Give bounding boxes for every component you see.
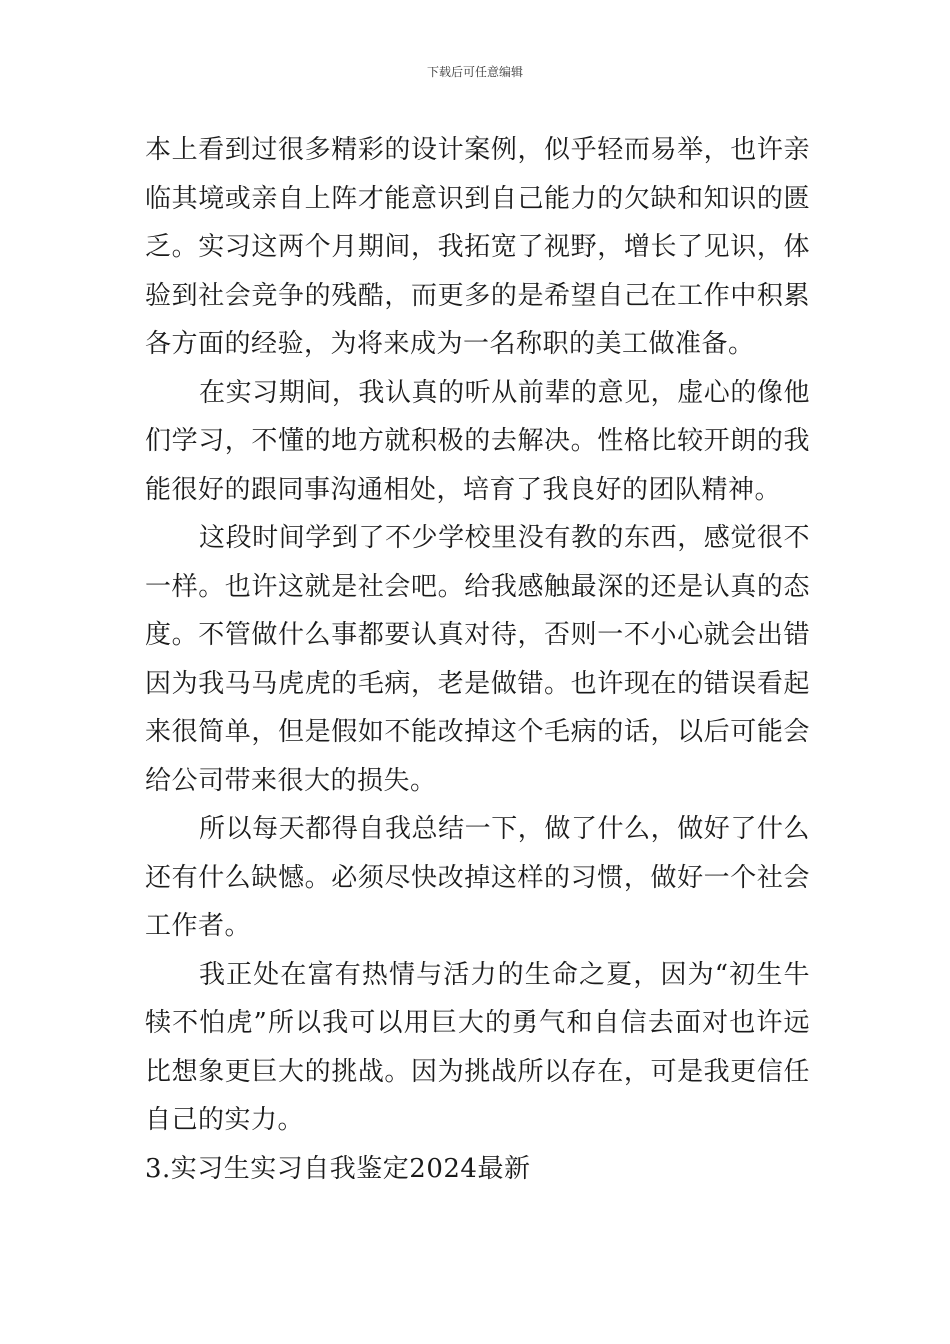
paragraph-continued: 本上看到过很多精彩的设计案例，似乎轻而易举，也许亲临其境或亲自上阵才能意识到自己能力的欠缺和知识的匮乏。实习这两个月期间，我拓宽了视野，增长了见识，体验到社会竞争的残酷，而更多的是希望自己在工作中积累各方面的经验，为将来成为一名称职的美工做准备。: [145, 135, 810, 359]
paragraph: 这段时间学到了不少学校里没有教的东西，感觉很不一样。也许这就是社会吧。给我感触最深的还是认真的态度。不管做什么事都要认真对待，否则一不小心就会出错因为我马马虎虎的毛病，老是做错。也许现在的错误看起来很简单，但是假如不能改掉这个毛病的话，以后可能会给公司带来很大的损失。: [145, 523, 810, 796]
section-heading: 3.实习生实习自我鉴定2024最新: [145, 1153, 531, 1184]
document-body: [145, 126, 810, 1193]
paragraph: 在实习期间，我认真的听从前辈的意见，虚心的像他们学习，不懂的地方就积极的去解决。性格比较开朗的我能很好的跟同事沟通相处，培育了我良好的团队精神。: [145, 377, 810, 505]
paragraph: 所以每天都得自我总结一下，做了什么，做好了什么还有什么缺憾。必须尽快改掉这样的习惯，做好一个社会工作者。: [145, 814, 810, 941]
page-header: 下载后可任意编辑: [426, 65, 523, 79]
paragraph: 我正处在富有热情与活力的生命之夏，因为“初生牛犊不怕虎”所以我可以用巨大的勇气和自信去面对也许远比想象更巨大的挑战。因为挑战所以存在，可是我更信任自己的实力。: [145, 959, 810, 1135]
